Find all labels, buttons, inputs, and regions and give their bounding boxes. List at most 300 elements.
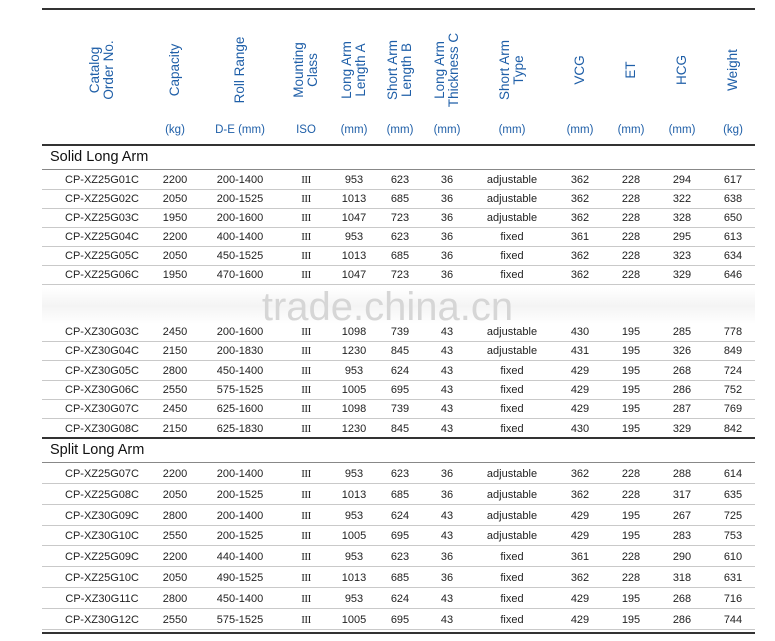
cell-long-arm-thickness: 43 xyxy=(440,364,454,377)
cell-catalog-no: CP-XZ30G11C xyxy=(65,592,139,605)
cell-short-arm-type: adjustable xyxy=(486,212,538,224)
cell-long-arm-length: 953 xyxy=(344,468,364,480)
cell-capacity: 2150 xyxy=(162,345,188,358)
cell-weight: 638 xyxy=(723,193,743,205)
header-label: Catalog Order No. xyxy=(87,40,116,100)
cell-vcg: 429 xyxy=(570,364,590,377)
table-row xyxy=(42,420,755,439)
cell-long-arm-length: 1005 xyxy=(341,530,367,543)
cell-short-arm-length: 695 xyxy=(390,383,410,396)
header-et xyxy=(611,14,651,126)
header-unit: (mm) xyxy=(386,124,414,136)
cell-catalog-no: CP-XZ30G04C xyxy=(65,345,139,358)
cell-long-arm-length: 1013 xyxy=(341,488,367,501)
table-row xyxy=(42,171,755,190)
cell-short-arm-length: 695 xyxy=(390,613,410,626)
cell-weight: 617 xyxy=(723,174,743,186)
cell-weight: 650 xyxy=(723,212,743,224)
cell-short-arm-type: adjustable xyxy=(486,488,538,501)
header-unit: (mm) xyxy=(340,124,368,136)
cell-short-arm-length: 623 xyxy=(390,174,410,186)
cell-catalog-no: CP-XZ30G12C xyxy=(65,613,139,626)
cell-roll-range: 450-1400 xyxy=(216,592,264,605)
cell-short-arm-type: fixed xyxy=(500,403,524,416)
cell-long-arm-thickness: 43 xyxy=(440,345,454,358)
cell-short-arm-type: adjustable xyxy=(486,326,538,338)
cell-mounting-class: III xyxy=(301,326,311,338)
header-mounting-class xyxy=(286,14,326,126)
header-label: VCG xyxy=(572,55,587,85)
cell-long-arm-length: 953 xyxy=(344,231,364,243)
cell-et: 228 xyxy=(621,551,641,564)
section-rule-split xyxy=(42,462,755,463)
cell-roll-range: 490-1525 xyxy=(216,572,264,584)
cell-hcg: 286 xyxy=(672,613,692,626)
cell-vcg: 361 xyxy=(570,551,590,564)
cell-roll-range: 200-1400 xyxy=(216,174,264,186)
cell-short-arm-length: 845 xyxy=(390,422,410,435)
table-row xyxy=(42,569,755,588)
cell-long-arm-length: 1005 xyxy=(341,613,367,626)
cell-vcg: 362 xyxy=(570,212,590,224)
cell-long-arm-thickness: 43 xyxy=(440,530,454,543)
header-unit: (kg) xyxy=(723,124,743,136)
header-unit: (kg) xyxy=(165,124,185,136)
cell-long-arm-length: 953 xyxy=(344,551,364,564)
cell-roll-range: 200-1830 xyxy=(216,345,264,358)
cell-short-arm-type: fixed xyxy=(500,551,524,564)
header-weight xyxy=(713,14,753,126)
cell-weight: 753 xyxy=(723,530,743,543)
cell-roll-range: 200-1525 xyxy=(216,488,264,501)
cell-et: 195 xyxy=(621,530,641,543)
cell-vcg: 429 xyxy=(570,530,590,543)
cell-weight: 769 xyxy=(723,403,743,416)
cell-mounting-class: III xyxy=(301,250,311,262)
cell-vcg: 362 xyxy=(570,269,590,281)
cell-hcg: 290 xyxy=(672,551,692,564)
cell-vcg: 429 xyxy=(570,592,590,605)
cell-roll-range: 625-1600 xyxy=(216,403,264,416)
cell-hcg: 326 xyxy=(672,345,692,358)
row-divider xyxy=(42,587,755,588)
header-long-arm-length xyxy=(334,14,374,126)
cell-short-arm-type: fixed xyxy=(500,250,524,262)
cell-short-arm-length: 695 xyxy=(390,530,410,543)
header-unit: (mm) xyxy=(566,124,594,136)
cell-long-arm-length: 1230 xyxy=(341,345,367,358)
cell-short-arm-length: 685 xyxy=(390,250,410,262)
cell-hcg: 323 xyxy=(672,250,692,262)
cell-mounting-class: III xyxy=(301,530,311,543)
cell-et: 228 xyxy=(621,572,641,584)
row-divider xyxy=(42,629,755,630)
cell-vcg: 362 xyxy=(570,468,590,480)
cell-mounting-class: III xyxy=(301,488,311,501)
cell-weight: 635 xyxy=(723,488,743,501)
cell-mounting-class: III xyxy=(301,613,311,626)
cell-weight: 744 xyxy=(723,613,743,626)
cell-mounting-class: III xyxy=(301,364,311,377)
cell-long-arm-thickness: 36 xyxy=(440,231,454,243)
cell-et: 228 xyxy=(621,231,641,243)
cell-et: 195 xyxy=(621,403,641,416)
cell-short-arm-type: adjustable xyxy=(486,174,538,186)
cell-capacity: 2450 xyxy=(162,403,188,416)
cell-roll-range: 400-1400 xyxy=(216,231,264,243)
cell-capacity: 1950 xyxy=(162,269,188,281)
cell-short-arm-type: fixed xyxy=(500,572,524,584)
cell-hcg: 329 xyxy=(672,269,692,281)
cell-long-arm-length: 1005 xyxy=(341,383,367,396)
row-divider xyxy=(42,545,755,546)
cell-short-arm-length: 739 xyxy=(390,326,410,338)
cell-capacity: 2800 xyxy=(162,364,188,377)
row-divider xyxy=(42,608,755,609)
cell-long-arm-thickness: 36 xyxy=(440,488,454,501)
cell-et: 195 xyxy=(621,326,641,338)
cell-capacity: 2200 xyxy=(162,468,188,480)
cell-long-arm-length: 953 xyxy=(344,592,364,605)
cell-hcg: 318 xyxy=(672,572,692,584)
cell-short-arm-length: 723 xyxy=(390,269,410,281)
cell-catalog-no: CP-XZ30G07C xyxy=(65,403,139,416)
table-row xyxy=(42,465,755,484)
cell-catalog-no: CP-XZ30G03C xyxy=(65,326,139,338)
cell-short-arm-type: adjustable xyxy=(486,468,538,480)
cell-short-arm-length: 623 xyxy=(390,551,410,564)
header-long-arm-thickness xyxy=(427,14,467,126)
cell-catalog-no: CP-XZ25G03C xyxy=(65,212,139,224)
header-label: Short Arm Length B xyxy=(385,39,414,101)
cell-roll-range: 200-1600 xyxy=(216,326,264,338)
cell-long-arm-length: 1013 xyxy=(341,572,367,584)
header-vcg xyxy=(560,14,600,126)
header-label: Roll Range xyxy=(232,36,247,104)
cell-short-arm-length: 739 xyxy=(390,403,410,416)
cell-weight: 724 xyxy=(723,364,743,377)
cell-weight: 634 xyxy=(723,250,743,262)
header-unit: ISO xyxy=(296,124,316,136)
cell-mounting-class: III xyxy=(301,383,311,396)
cell-catalog-no: CP-XZ25G09C xyxy=(65,551,139,564)
cell-catalog-no: CP-XZ30G06C xyxy=(65,383,139,396)
cell-et: 195 xyxy=(621,613,641,626)
cell-long-arm-thickness: 36 xyxy=(440,572,454,584)
cell-short-arm-type: adjustable xyxy=(486,509,538,522)
cell-long-arm-thickness: 43 xyxy=(440,326,454,338)
cell-catalog-no: CP-XZ25G05C xyxy=(65,250,139,262)
cell-et: 195 xyxy=(621,422,641,435)
cell-capacity: 2550 xyxy=(162,383,188,396)
cell-mounting-class: III xyxy=(301,572,311,584)
cell-vcg: 431 xyxy=(570,345,590,358)
cell-catalog-no: CP-XZ30G09C xyxy=(65,509,139,522)
cell-long-arm-thickness: 36 xyxy=(440,269,454,281)
table-row xyxy=(42,486,755,505)
cell-long-arm-thickness: 43 xyxy=(440,613,454,626)
watermark: trade.china.cn xyxy=(261,285,514,329)
cell-hcg: 295 xyxy=(672,231,692,243)
cell-catalog-no: CP-XZ25G07C xyxy=(65,468,139,480)
cell-roll-range: 625-1830 xyxy=(216,422,264,435)
table-row xyxy=(42,362,755,381)
header-label: Capacity xyxy=(167,43,182,97)
cell-long-arm-thickness: 43 xyxy=(440,383,454,396)
cell-roll-range: 450-1400 xyxy=(216,364,264,377)
header-unit: (mm) xyxy=(498,124,526,136)
header-hcg xyxy=(662,14,702,126)
cell-et: 195 xyxy=(621,345,641,358)
cell-vcg: 429 xyxy=(570,509,590,522)
cell-capacity: 2200 xyxy=(162,231,188,243)
header-label: Mounting Class xyxy=(291,42,320,98)
cell-roll-range: 200-1400 xyxy=(216,509,264,522)
cell-vcg: 429 xyxy=(570,383,590,396)
cell-roll-range: 200-1525 xyxy=(216,193,264,205)
cell-et: 228 xyxy=(621,193,641,205)
cell-catalog-no: CP-XZ25G10C xyxy=(65,572,139,584)
cell-mounting-class: III xyxy=(301,551,311,564)
cell-hcg: 288 xyxy=(672,468,692,480)
cell-short-arm-type: fixed xyxy=(500,269,524,281)
table-row xyxy=(42,507,755,526)
cell-short-arm-length: 624 xyxy=(390,509,410,522)
cell-weight: 613 xyxy=(723,231,743,243)
cell-hcg: 287 xyxy=(672,403,692,416)
cell-hcg: 268 xyxy=(672,592,692,605)
cell-capacity: 2800 xyxy=(162,509,188,522)
cell-capacity: 2050 xyxy=(162,193,188,205)
cell-roll-range: 440-1400 xyxy=(216,551,264,564)
cell-hcg: 283 xyxy=(672,530,692,543)
cell-short-arm-length: 685 xyxy=(390,488,410,501)
cell-mounting-class: III xyxy=(301,403,311,416)
cell-catalog-no: CP-XZ25G08C xyxy=(65,488,139,501)
header-label: HCG xyxy=(674,55,689,85)
cell-long-arm-length: 1098 xyxy=(341,326,367,338)
cell-weight: 716 xyxy=(723,592,743,605)
header-rule xyxy=(42,144,755,146)
header-unit: (mm) xyxy=(433,124,461,136)
header-short-arm-length xyxy=(380,14,420,126)
cell-short-arm-length: 624 xyxy=(390,592,410,605)
header-catalog-no xyxy=(82,14,122,126)
cell-short-arm-length: 723 xyxy=(390,212,410,224)
table-row xyxy=(42,548,755,567)
cell-weight: 842 xyxy=(723,422,743,435)
table-row xyxy=(42,527,755,546)
cell-hcg: 286 xyxy=(672,383,692,396)
cell-mounting-class: III xyxy=(301,468,311,480)
cell-roll-range: 200-1400 xyxy=(216,468,264,480)
cell-catalog-no: CP-XZ25G01C xyxy=(65,174,139,186)
cell-vcg: 361 xyxy=(570,231,590,243)
cell-long-arm-thickness: 36 xyxy=(440,468,454,480)
cell-et: 195 xyxy=(621,509,641,522)
cell-long-arm-length: 1013 xyxy=(341,193,367,205)
cell-hcg: 285 xyxy=(672,326,692,338)
cell-short-arm-type: fixed xyxy=(500,364,524,377)
table-row xyxy=(42,209,755,228)
table-row xyxy=(42,266,755,285)
cell-roll-range: 450-1525 xyxy=(216,250,264,262)
cell-capacity: 1950 xyxy=(162,212,188,224)
header-unit: D-E (mm) xyxy=(215,124,265,136)
cell-et: 228 xyxy=(621,468,641,480)
cell-roll-range: 200-1525 xyxy=(216,530,264,543)
header-unit: (mm) xyxy=(617,124,645,136)
cell-capacity: 2800 xyxy=(162,592,188,605)
cell-mounting-class: III xyxy=(301,345,311,358)
row-divider xyxy=(42,566,755,567)
cell-et: 228 xyxy=(621,488,641,501)
cell-hcg: 328 xyxy=(672,212,692,224)
cell-weight: 614 xyxy=(723,468,743,480)
cell-mounting-class: III xyxy=(301,592,311,605)
cell-vcg: 362 xyxy=(570,174,590,186)
cell-et: 195 xyxy=(621,364,641,377)
cell-long-arm-length: 1230 xyxy=(341,422,367,435)
cell-capacity: 2050 xyxy=(162,572,188,584)
cell-capacity: 2200 xyxy=(162,551,188,564)
cell-capacity: 2450 xyxy=(162,326,188,338)
table-row xyxy=(42,342,755,361)
header-unit: (mm) xyxy=(668,124,696,136)
cell-long-arm-length: 1047 xyxy=(341,212,367,224)
cell-vcg: 362 xyxy=(570,193,590,205)
header-capacity xyxy=(155,14,195,126)
section-title-split: Split Long Arm xyxy=(50,442,145,458)
cell-et: 228 xyxy=(621,269,641,281)
cell-weight: 778 xyxy=(723,326,743,338)
cell-weight: 610 xyxy=(723,551,743,564)
cell-vcg: 362 xyxy=(570,572,590,584)
cell-long-arm-length: 953 xyxy=(344,509,364,522)
cell-capacity: 2150 xyxy=(162,422,188,435)
cell-short-arm-length: 623 xyxy=(390,468,410,480)
cell-short-arm-type: adjustable xyxy=(486,193,538,205)
cell-weight: 752 xyxy=(723,383,743,396)
cell-long-arm-thickness: 36 xyxy=(440,193,454,205)
cell-vcg: 430 xyxy=(570,422,590,435)
cell-long-arm-thickness: 36 xyxy=(440,250,454,262)
cell-weight: 849 xyxy=(723,345,743,358)
cell-short-arm-length: 845 xyxy=(390,345,410,358)
cell-catalog-no: CP-XZ25G02C xyxy=(65,193,139,205)
cell-roll-range: 470-1600 xyxy=(216,269,264,281)
cell-mounting-class: III xyxy=(301,231,311,243)
cell-vcg: 362 xyxy=(570,488,590,501)
section-title-solid: Solid Long Arm xyxy=(50,149,149,165)
cell-weight: 725 xyxy=(723,509,743,522)
cell-long-arm-thickness: 43 xyxy=(440,403,454,416)
cell-short-arm-length: 623 xyxy=(390,231,410,243)
cell-long-arm-thickness: 43 xyxy=(440,509,454,522)
header-short-arm-type xyxy=(492,14,532,126)
cell-short-arm-type: adjustable xyxy=(486,530,538,543)
section-rule-solid xyxy=(42,169,755,170)
cell-vcg: 362 xyxy=(570,250,590,262)
cell-capacity: 2050 xyxy=(162,488,188,501)
cell-long-arm-thickness: 36 xyxy=(440,174,454,186)
header-label: ET xyxy=(623,61,638,79)
cell-long-arm-length: 953 xyxy=(344,174,364,186)
cell-long-arm-length: 1098 xyxy=(341,403,367,416)
cell-hcg: 268 xyxy=(672,364,692,377)
cell-long-arm-thickness: 36 xyxy=(440,551,454,564)
cell-catalog-no: CP-XZ25G06C xyxy=(65,269,139,281)
cell-long-arm-thickness: 43 xyxy=(440,592,454,605)
cell-capacity: 2200 xyxy=(162,174,188,186)
header-label: Long Arm Length A xyxy=(339,41,368,99)
cell-vcg: 430 xyxy=(570,326,590,338)
cell-catalog-no: CP-XZ25G04C xyxy=(65,231,139,243)
cell-long-arm-length: 1047 xyxy=(341,269,367,281)
table-row xyxy=(42,590,755,609)
cell-mounting-class: III xyxy=(301,212,311,224)
cell-et: 228 xyxy=(621,250,641,262)
cell-catalog-no: CP-XZ30G10C xyxy=(65,530,139,543)
cell-hcg: 267 xyxy=(672,509,692,522)
bottom-rule xyxy=(42,632,755,634)
cell-hcg: 294 xyxy=(672,174,692,186)
cell-short-arm-length: 685 xyxy=(390,193,410,205)
cell-long-arm-length: 1013 xyxy=(341,250,367,262)
cell-capacity: 2550 xyxy=(162,613,188,626)
table-row xyxy=(42,381,755,400)
row-divider xyxy=(42,525,755,526)
cell-catalog-no: CP-XZ30G08C xyxy=(65,422,139,435)
cell-short-arm-type: fixed xyxy=(500,422,524,435)
table-row xyxy=(42,611,755,630)
cell-weight: 646 xyxy=(723,269,743,281)
cell-long-arm-length: 953 xyxy=(344,364,364,377)
cell-mounting-class: III xyxy=(301,174,311,186)
header-label: Short Arm Type xyxy=(497,39,526,101)
row-divider xyxy=(42,483,755,484)
header-roll-range xyxy=(220,14,260,126)
cell-short-arm-type: adjustable xyxy=(486,345,538,358)
cell-et: 195 xyxy=(621,592,641,605)
cell-roll-range: 200-1600 xyxy=(216,212,264,224)
cell-weight: 631 xyxy=(723,572,743,584)
cell-short-arm-length: 685 xyxy=(390,572,410,584)
header-label: Weight xyxy=(725,49,740,91)
cell-capacity: 2550 xyxy=(162,530,188,543)
cell-capacity: 2050 xyxy=(162,250,188,262)
cell-mounting-class: III xyxy=(301,269,311,281)
cell-hcg: 322 xyxy=(672,193,692,205)
cell-hcg: 317 xyxy=(672,488,692,501)
table-row xyxy=(42,228,755,247)
table-row xyxy=(42,190,755,209)
cell-short-arm-type: fixed xyxy=(500,613,524,626)
cell-short-arm-type: fixed xyxy=(500,383,524,396)
cell-vcg: 429 xyxy=(570,613,590,626)
section-rule-split-top xyxy=(42,437,755,439)
cell-roll-range: 575-1525 xyxy=(216,383,264,396)
cell-mounting-class: III xyxy=(301,193,311,205)
cell-roll-range: 575-1525 xyxy=(216,613,264,626)
cell-short-arm-length: 624 xyxy=(390,364,410,377)
cell-mounting-class: III xyxy=(301,509,311,522)
header-label: Long Arm Thickness C xyxy=(432,32,461,108)
cell-long-arm-thickness: 43 xyxy=(440,422,454,435)
cell-mounting-class: III xyxy=(301,422,311,435)
cell-long-arm-thickness: 36 xyxy=(440,212,454,224)
cell-short-arm-type: fixed xyxy=(500,231,524,243)
